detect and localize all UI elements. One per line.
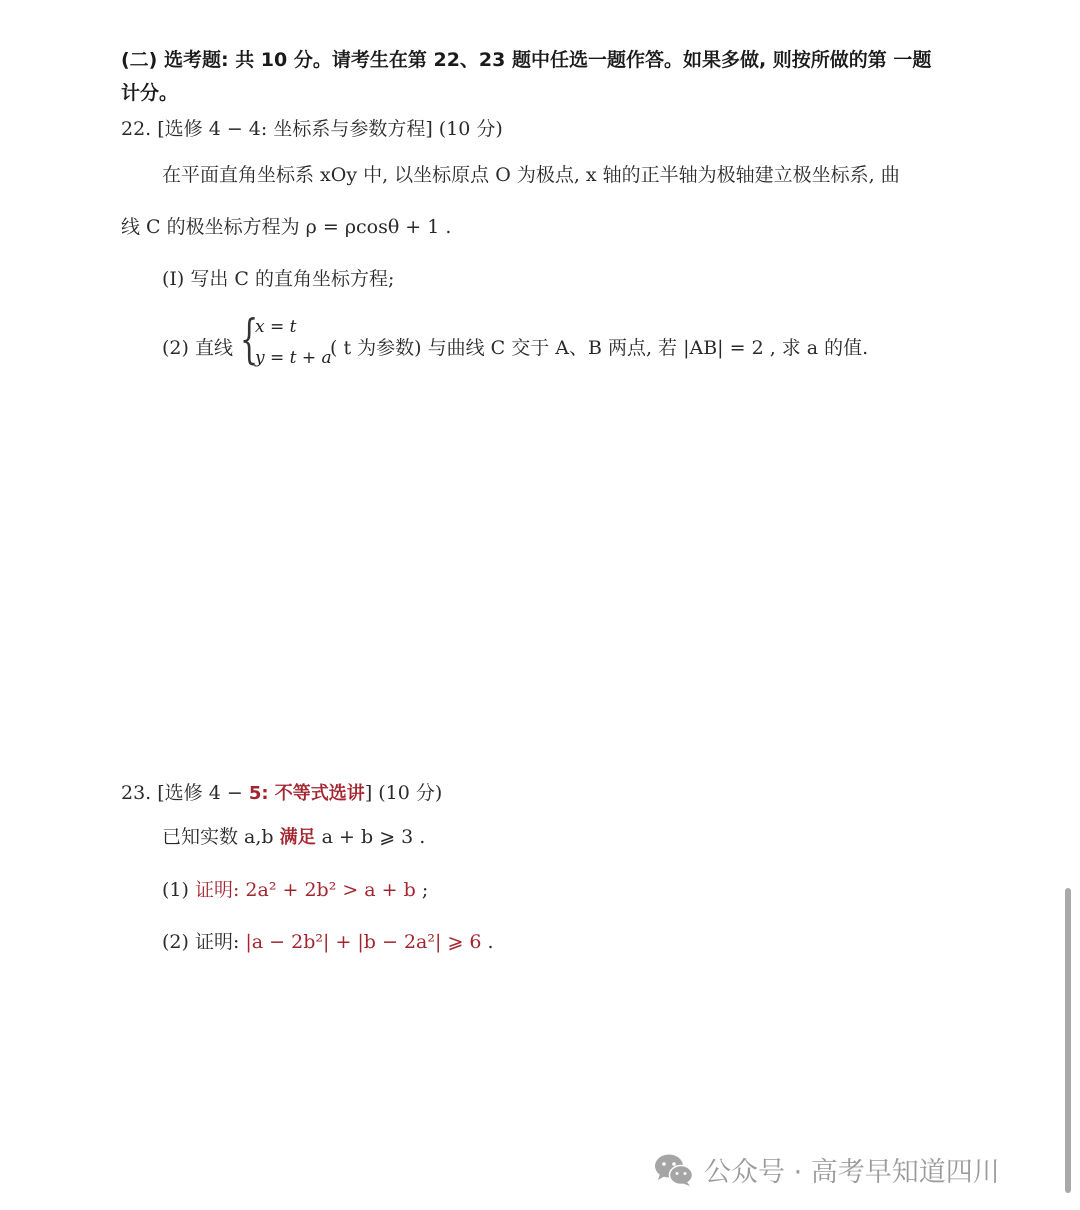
q23-part2-end: . xyxy=(487,931,494,953)
wechat-icon xyxy=(654,1153,694,1187)
q23-part2-statement: |a − 2b²| + |b − 2a²| ⩾ 6 xyxy=(245,931,482,953)
q22-system-eq1: x = t xyxy=(255,317,297,337)
section-header-line2: 计分。 xyxy=(121,82,179,104)
q23-part2-label: (2) 证明: xyxy=(162,931,240,953)
q22-title: 22. [选修 4 − 4: 坐标系与参数方程] (10 分) xyxy=(121,118,503,140)
q23-part1-number: (1) xyxy=(162,879,189,901)
q22-part1: (I) 写出 C 的直角坐标方程; xyxy=(162,268,395,290)
section-header-line1: (二) 选考题: 共 10 分。请考生在第 22、23 题中任选一题作答。如果多做, 则按所做的第 一题 xyxy=(121,49,932,71)
q23-given xyxy=(162,828,425,847)
q23-title xyxy=(121,784,442,803)
q23-part2 xyxy=(162,933,494,952)
q22-text-line2: 线 C 的极坐标方程为 ρ = ρcosθ + 1 . xyxy=(121,216,452,238)
q22-text-line1: 在平面直角坐标系 xOy 中, 以坐标原点 O 为极点, x 轴的正半轴为极轴建立极坐标系, 曲 xyxy=(162,164,900,186)
q22-system-eq2: y = t + a xyxy=(255,348,332,368)
q23-part1 xyxy=(162,881,428,900)
q22-part2-tail: ( t 为参数) 与曲线 C 交于 A、B 两点, 若 |AB| = 2 , 求 a 的值. xyxy=(330,337,869,359)
q23-given-condition: a + b ⩾ 3 . xyxy=(321,826,426,848)
q23-given-prefix: 已知实数 a,b xyxy=(162,826,274,848)
left-brace-icon: { xyxy=(240,310,259,370)
q23-part1-end: ; xyxy=(421,879,429,901)
q22-part2-label: (2) 直线 xyxy=(162,337,233,359)
q23-title-suffix: ] (10 分) xyxy=(364,782,443,804)
q23-title-topic: 5: 不等式选讲 xyxy=(248,783,365,804)
watermark-text: 公众号 · 高考早知道四川 xyxy=(704,1157,1000,1188)
watermark xyxy=(654,1150,1000,1189)
q23-given-verb: 满足 xyxy=(279,827,316,848)
q23-title-prefix: 23. [选修 4 − xyxy=(121,782,243,804)
vertical-scrollbar[interactable] xyxy=(1065,888,1071,1193)
q23-part1-statement: 证明: 2a² + 2b² > a + b xyxy=(194,879,416,901)
